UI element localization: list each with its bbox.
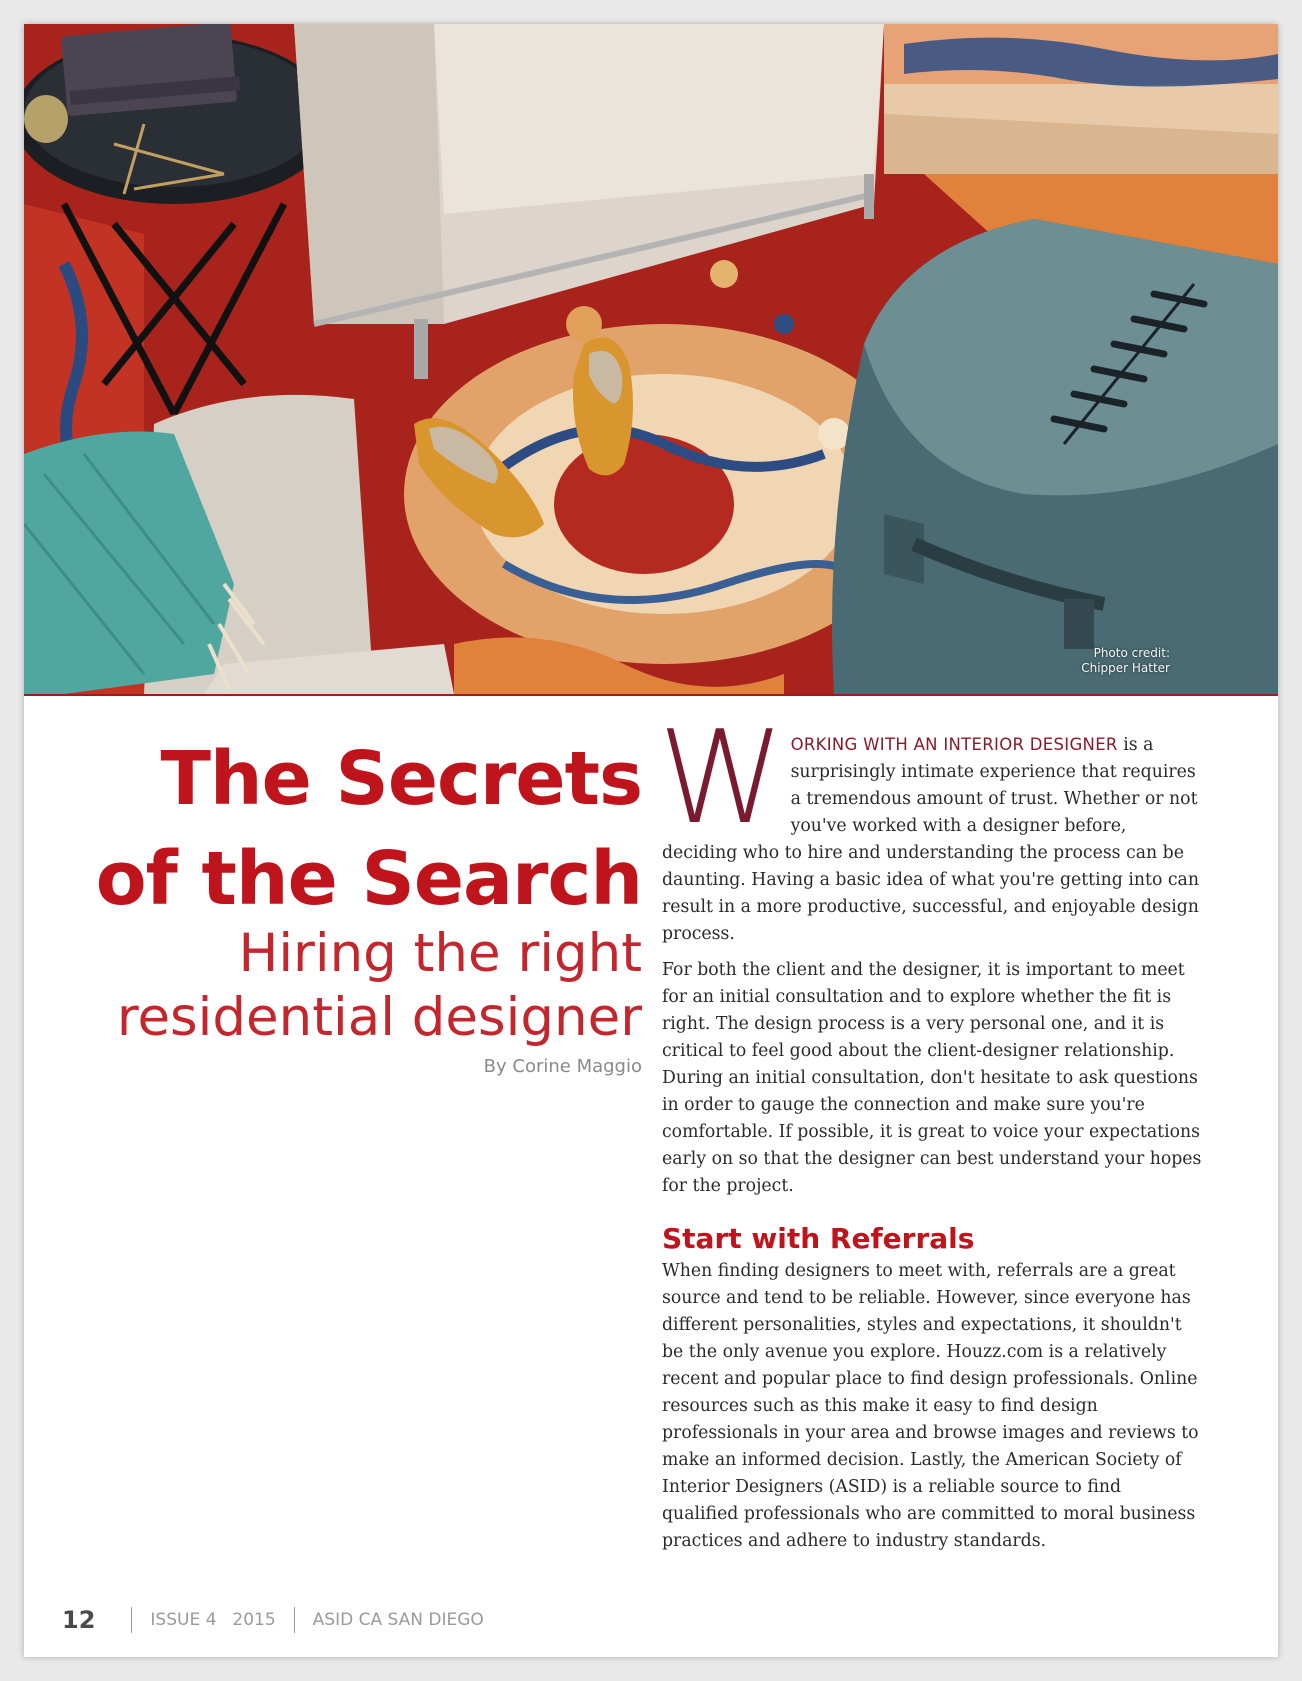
hero-photo xyxy=(24,24,1278,696)
page-number: 12 xyxy=(62,1606,96,1634)
paragraph-1 xyxy=(658,704,1202,948)
paragraph-2: For both the client and the designer, it is important to meet for an initial consultation and to explore whether the fit is right. The design process is a very personal one, and it is critical to feel good about the client-designer relationship. During an initial consultation, don't hesitate to ask questions in order to gauge the connection and make sure you're comfortable. If possible, it is great to voice your expectations early on so that the designer can best understand your hopes for the project. xyxy=(662,960,1202,1196)
section-heading: Start with Referrals xyxy=(662,1222,975,1255)
article-title-line-2: of the Search xyxy=(95,836,642,922)
photo-credit xyxy=(1081,646,1170,676)
page-footer xyxy=(62,1606,484,1634)
article-byline: By Corine Maggio xyxy=(483,1056,642,1077)
article-subtitle-line-2: residential designer xyxy=(116,987,642,1048)
interior-scene-illustration xyxy=(24,24,1278,694)
photo-credit-name: Chipper Hatter xyxy=(1081,661,1170,675)
drop-cap: W xyxy=(658,704,785,853)
lead-in-caps: ORKING WITH AN INTERIOR DESIGNER xyxy=(790,735,1118,754)
article-body xyxy=(658,704,1202,1564)
article-subtitle xyxy=(117,922,642,1050)
footer-divider xyxy=(294,1607,295,1633)
paragraph-1-text: is a surprisingly intimate experience that requires a tremendous amount of trust. Whether or not you've worked with a designer before, deciding who to hire and understanding the process can be daunting. Having a basic idea of what you're getting into can result in a more productive, successful, and enjoyable design process. xyxy=(662,735,1199,944)
footer-issue: ISSUE 4 xyxy=(150,1610,217,1630)
article-title xyxy=(96,729,642,929)
article-title-line-1: The Secrets xyxy=(160,736,642,822)
footer-publication: ASID CA SAN DIEGO xyxy=(312,1610,484,1630)
footer-divider xyxy=(131,1607,132,1633)
magazine-page xyxy=(24,24,1278,1657)
photo-credit-label: Photo credit: xyxy=(1093,646,1170,660)
paragraph-3: When finding designers to meet with, referrals are a great source and tend to be reliable. However, since everyone has different personalities, styles and expectations, it shouldn't be the only avenue you explore. Houzz.com is a relatively recent and popular place to find design professionals. Online resources such as this make it easy to find design professionals in your area and browse images and reviews to make an informed decision. Lastly, the American Society of Interior Designers (ASID) is a reliable source to find qualified professionals who are committed to moral business practices and adhere to industry standards. xyxy=(662,1261,1199,1551)
article-subtitle-line-1: Hiring the right xyxy=(238,923,642,984)
footer-year: 2015 xyxy=(232,1610,276,1630)
